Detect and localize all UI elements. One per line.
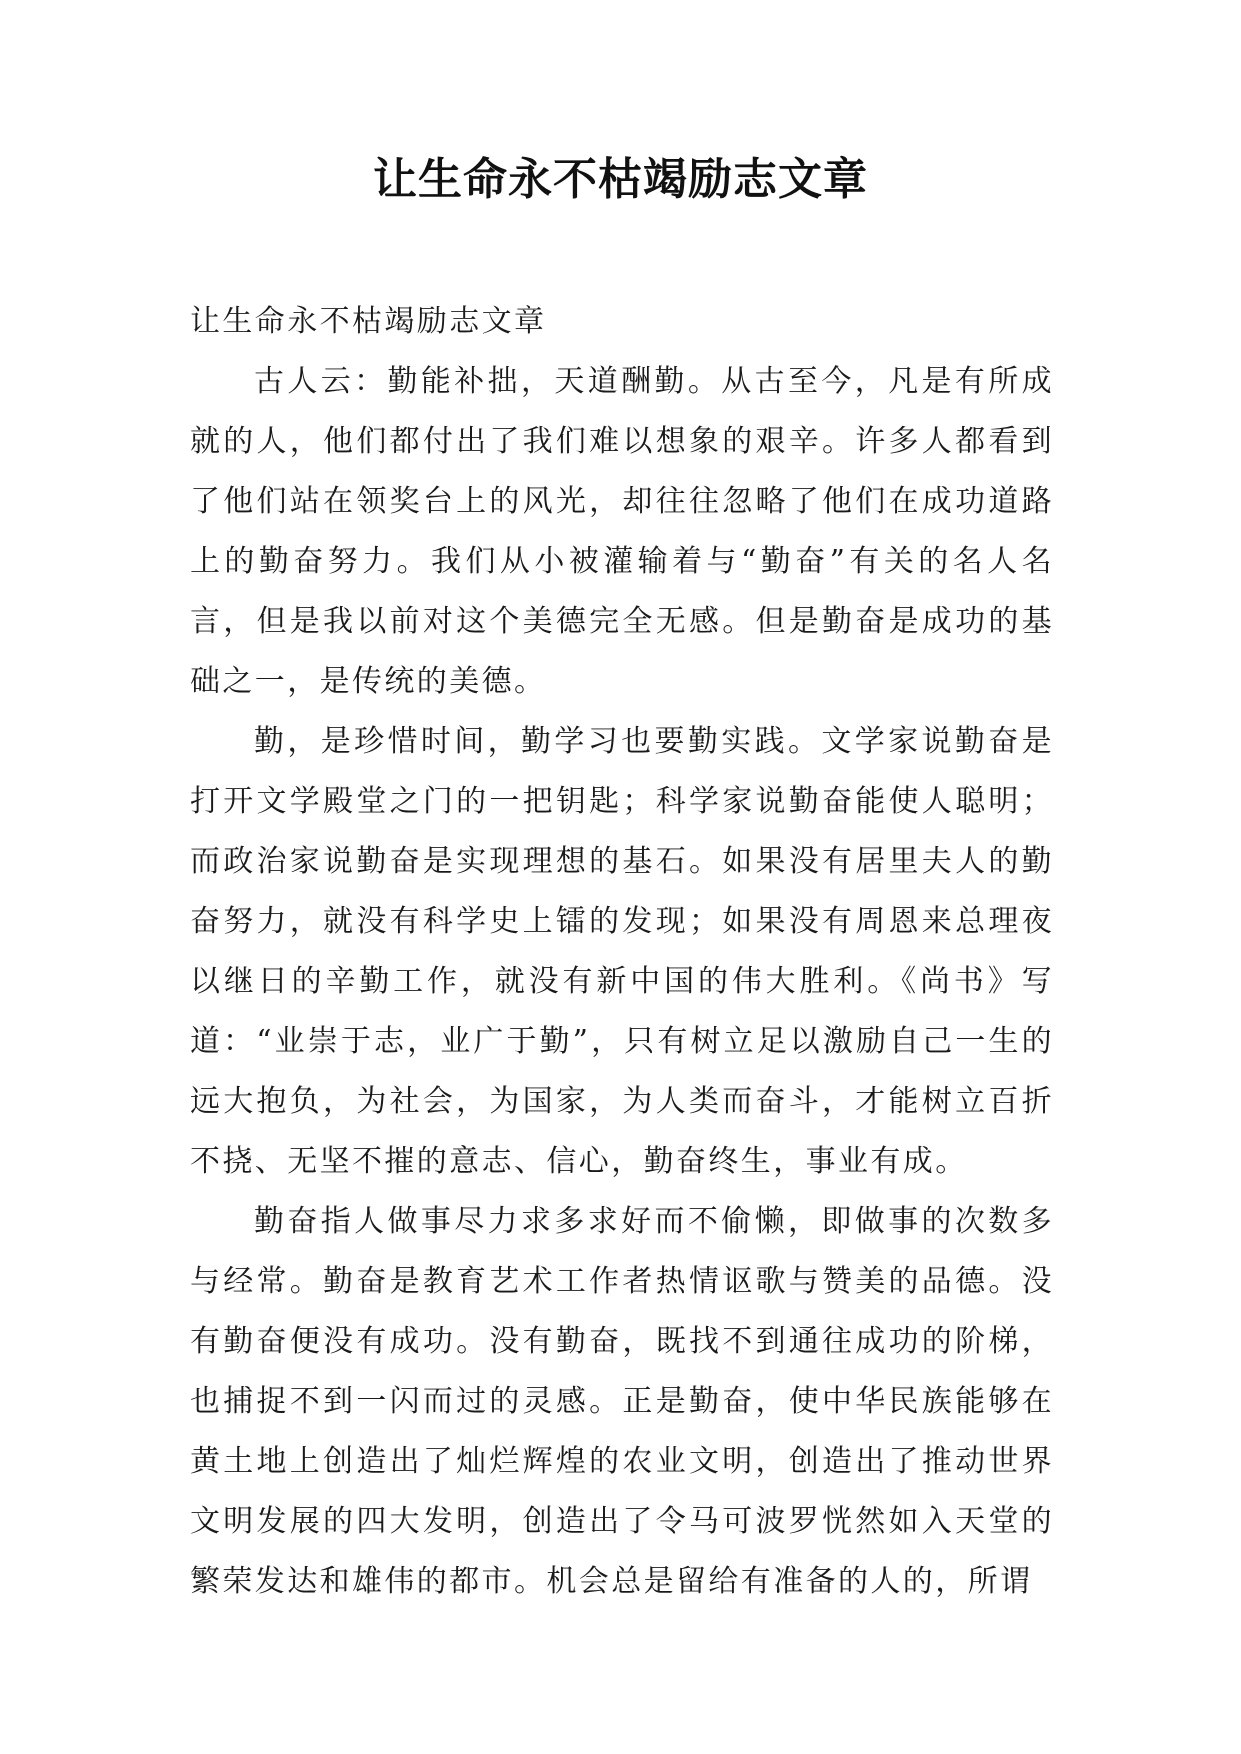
- document-body: [190, 292, 1054, 1612]
- document-subtitle: 让生命永不枯竭励志文章: [190, 304, 547, 339]
- document-title: 让生命永不枯竭励志文章: [373, 154, 868, 205]
- paragraph-3: 勤奋指人做事尽力求多求好而不偷懒，即做事的次数多与经常。勤奋是教育艺术工作者热情讴歌与赞美的品德。没有勤奋便没有成功。没有勤奋，既找不到通往成功的阶梯，也捕捉不到一闪而过的灵感。正是勤奋，使中华民族能够在黄土地上创造出了灿烂辉煌的农业文明，创造出了推动世界文明发展的四大发明，创造出了令马可波罗恍然如入天堂的繁荣发达和雄伟的都市。机会总是留给有准备的人的，所谓: [190, 1204, 1054, 1599]
- paragraph-1: 古人云：勤能补拙，天道酬勤。从古至今，凡是有所成就的人，他们都付出了我们难以想象的艰辛。许多人都看到了他们站在领奖台上的风光，却往往忽略了他们在成功道路上的勤奋努力。我们从小被灌输着与“勤奋”有关的名人名言，但是我以前对这个美德完全无感。但是勤奋是成功的基础之一，是传统的美德。: [190, 364, 1054, 699]
- paragraph-2: 勤，是珍惜时间，勤学习也要勤实践。文学家说勤奋是打开文学殿堂之门的一把钥匙；科学家说勤奋能使人聪明；而政治家说勤奋是实现理想的基石。如果没有居里夫人的勤奋努力，就没有科学史上镭的发现；如果没有周恩来总理夜以继日的辛勤工作，就没有新中国的伟大胜利。《尚书》写道：“业崇于志，业广于勤”，只有树立足以激励自己一生的远大抱负，为社会，为国家，为人类而奋斗，才能树立百折不挠、无坚不摧的意志、信心，勤奋终生，事业有成。: [190, 724, 1054, 1179]
